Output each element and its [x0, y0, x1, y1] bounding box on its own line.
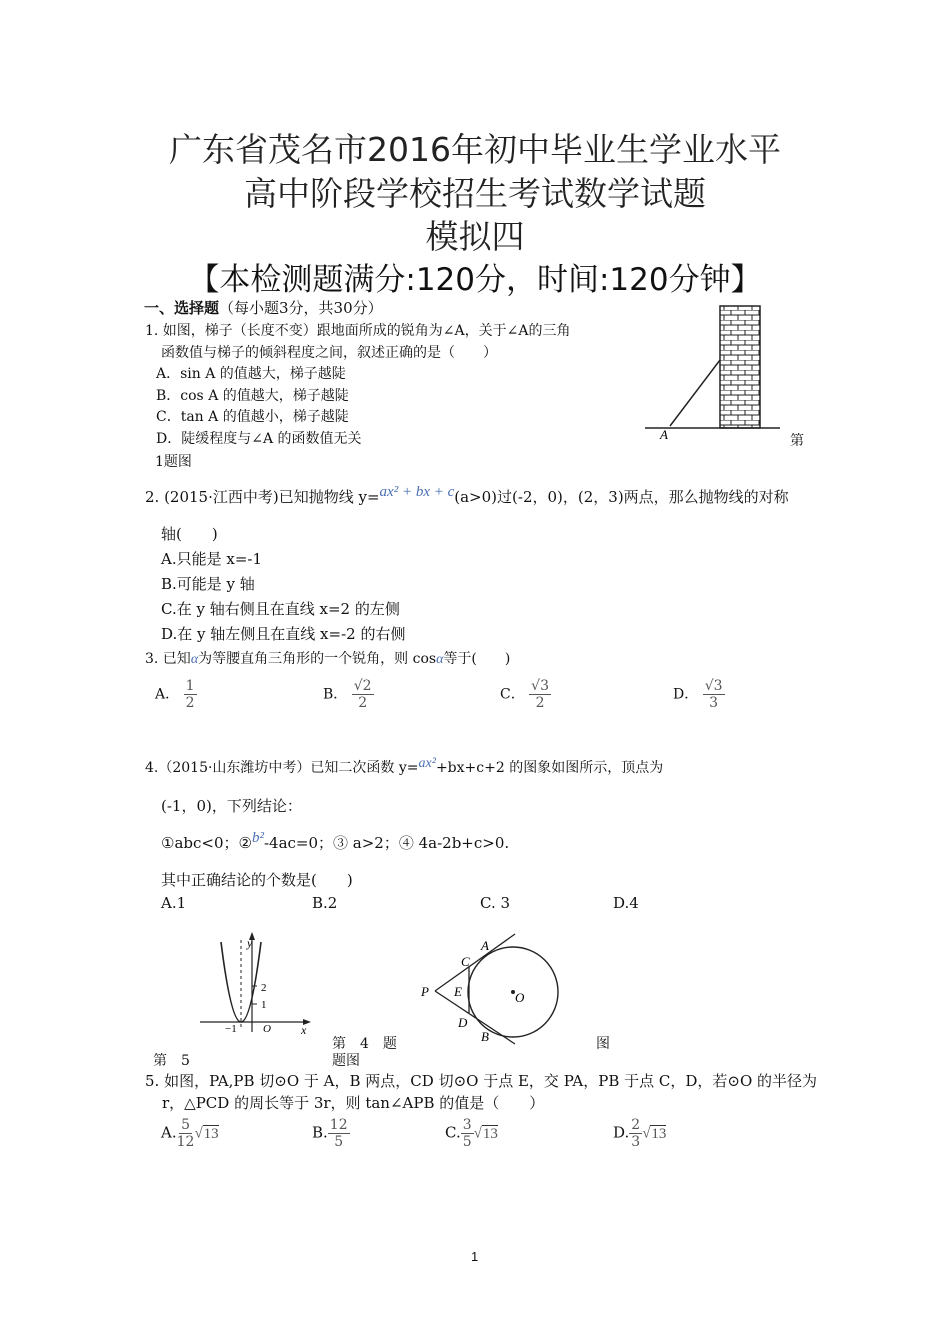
ladder-wall-figure [640, 300, 785, 442]
fig4-caption-tail: 图 [596, 1036, 610, 1052]
q5-option-b-den: 5 [334, 1134, 344, 1150]
q5-option-d [613, 1117, 666, 1150]
q3-option-d [673, 678, 725, 711]
q4-conclusion-formula: b² [251, 830, 264, 846]
parabola-graph [195, 930, 320, 1040]
q5-option-a-sqrt: √13 [194, 1125, 219, 1142]
q4-stem-line1 [145, 757, 663, 777]
q5-option-d-sqrt: √13 [642, 1125, 667, 1142]
q3-option-d-letter: D． [673, 686, 699, 703]
q5-option-a-den: 12 [176, 1134, 195, 1150]
title-line-3: 模拟四 [425, 217, 525, 256]
graph-y-label: y [247, 936, 253, 950]
q4-option-a: A.1 [161, 894, 187, 912]
fig4-caption: 第 4 题 [332, 1036, 397, 1052]
q5-option-b-num: 12 [329, 1117, 348, 1133]
q5-option-d-fraction [629, 1117, 642, 1150]
q5-option-c [445, 1117, 498, 1150]
q3-option-b-fraction [352, 678, 374, 711]
q5-option-b-fraction [328, 1117, 350, 1150]
q4-option-b: B.2 [312, 894, 338, 912]
graph-x-label: x [301, 1023, 307, 1037]
q3-option-c-den: 2 [535, 695, 545, 711]
q3-stem [145, 648, 510, 668]
fig5-label-d: D [458, 1015, 468, 1030]
fig5-label-p: P [421, 984, 429, 999]
q5-option-b [312, 1117, 350, 1150]
q4-stem-line2: (-1，0)，下列结论： [161, 797, 302, 815]
q3-option-a-den: 2 [185, 695, 195, 711]
q4-option-d: D.4 [613, 894, 639, 912]
q1-option-b: B．cos A 的值越大，梯子越陡 [156, 388, 349, 404]
title-line-2: 高中阶段学校招生考试数学试题 [244, 174, 706, 213]
section-heading-label: 一、选择题 [144, 299, 220, 317]
subtitle: 【本检测题满分:120分，时间:120分钟】 [188, 262, 762, 298]
tangent-circle-figure [415, 928, 565, 1048]
q4-stem-prefix: 4.（2015·山东潍坊中考）已知二次函数 y= [145, 760, 419, 776]
graph-tick-2: 2 [261, 982, 267, 994]
q5-option-c-sqrt: √13 [473, 1125, 498, 1142]
q4-stem-suffix: +bx+c+2 的图象如图所示，顶点为 [435, 760, 664, 776]
q4-conclusions [161, 832, 509, 853]
q3-alpha-2: α [436, 652, 444, 667]
q3-stem-middle: 为等腰直角三角形的一个锐角，则 cos [198, 651, 437, 667]
q3-option-b [323, 678, 374, 711]
fig4-caption-line2: 题图 [332, 1053, 360, 1069]
q5-stem-line2: r，△PCD 的周长等于 3r，则 tan∠APB 的值是（ ） [162, 1094, 545, 1112]
graph-tick-neg1: −1 [225, 1023, 237, 1035]
q2-option-d: D.在 y 轴左侧且在直线 x=-2 的右侧 [161, 625, 406, 643]
q5-option-c-letter: C. [445, 1123, 461, 1142]
q3-option-c [500, 678, 551, 711]
section-heading-note: （每小题3分，共30分） [219, 299, 383, 317]
q4-option-c: C. 3 [480, 894, 511, 912]
q2-option-c: C.在 y 轴右侧且在直线 x=2 的左侧 [161, 600, 400, 618]
q5-option-d-letter: D. [613, 1123, 630, 1142]
q1-stem-line1: 1. 如图，梯子（长度不变）跟地面所成的锐角为∠A，关于∠A的三角 [145, 323, 571, 339]
q5-option-c-fraction [461, 1117, 474, 1150]
fig5-label-a: A [481, 938, 489, 953]
q4-conclusion-part2: -4ac=0；③ a>2；④ 4a-2b+c>0. [263, 834, 510, 852]
q2-formula: ax² + bx + c [379, 484, 455, 500]
q3-stem-suffix: 等于( ) [443, 651, 511, 667]
q1-option-a: A．sin A 的值越大，梯子越陡 [156, 366, 346, 382]
q3-option-a-fraction [184, 678, 197, 711]
q5-option-d-den: 3 [631, 1134, 641, 1150]
q3-option-c-fraction [529, 678, 551, 711]
q3-option-d-num: √3 [704, 678, 723, 694]
q5-option-a-letter: A. [161, 1123, 177, 1142]
q4-conclusion-part1: ①abc<0；② [161, 834, 252, 852]
fig5-label-b: B [481, 1029, 489, 1044]
q2-stem-line1 [145, 486, 789, 507]
q3-option-d-fraction [703, 678, 725, 711]
graph-tick-1: 1 [261, 999, 267, 1011]
q5-option-a-fraction [177, 1117, 195, 1150]
q3-option-c-num: √3 [531, 678, 549, 694]
q3-option-b-num: √2 [353, 678, 372, 694]
q5-option-b-letter: B. [312, 1123, 328, 1142]
q5-option-a-rad: 13 [203, 1125, 219, 1142]
q2-stem-line2: 轴( ) [161, 525, 218, 543]
q5-option-d-num: 2 [631, 1117, 641, 1133]
q3-option-b-den: 2 [358, 695, 368, 711]
q5-option-d-rad: 13 [651, 1125, 667, 1142]
q5-option-c-rad: 13 [482, 1125, 498, 1142]
q1-stem-line2: 函数值与梯子的倾斜程度之间，叙述正确的是（ ） [161, 345, 497, 361]
q5-option-c-num: 3 [462, 1117, 472, 1133]
q3-option-a-num: 1 [185, 678, 195, 694]
q2-stem-suffix: (a>0)过(-2，0)，(2，3)两点，那么抛物线的对称 [454, 488, 789, 506]
q3-stem-prefix: 3. 已知 [145, 651, 191, 667]
q5-option-a [161, 1117, 219, 1150]
q4-question: 其中正确结论的个数是( ) [161, 871, 353, 889]
fig1-label-a: A [660, 427, 668, 442]
q3-option-a [155, 678, 197, 711]
q5-option-c-den: 5 [462, 1134, 472, 1150]
q2-stem-prefix: 2. (2015·江西中考)已知抛物线 y= [145, 488, 380, 506]
q1-option-d: D．陡缓程度与∠A 的函数值无关 [156, 431, 362, 447]
fig5-label-c: C [461, 954, 470, 969]
q1-caption-right: 第 [790, 433, 804, 449]
fig5-label-o: O [515, 990, 525, 1005]
q1-caption-left: 1题图 [155, 454, 192, 470]
q3-option-c-letter: C． [500, 686, 525, 703]
q3-alpha-1: α [190, 652, 199, 667]
q3-option-b-letter: B． [323, 686, 348, 703]
q1-option-c: C．tan A 的值越小，梯子越陡 [156, 409, 349, 425]
q5-stem-line1: 5. 如图，PA,PB 切⊙O 于 A，B 两点，CD 切⊙O 于点 E，交 PA，PB 于点 C，D，若⊙O 的半径为 [145, 1072, 818, 1090]
title-line-1: 广东省茂名市2016年初中毕业生学业水平 [169, 130, 781, 169]
q4-formula: ax² [418, 756, 436, 771]
q2-option-a: A.只能是 x=-1 [161, 550, 263, 568]
page-number: 1 [471, 1249, 479, 1264]
fig5-caption: 第 5 [153, 1053, 190, 1069]
graph-origin-label: O [263, 1023, 271, 1035]
q2-option-b: B.可能是 y 轴 [161, 575, 255, 593]
q3-option-a-letter: A． [155, 686, 180, 703]
q3-option-d-den: 3 [709, 695, 719, 711]
section-heading [144, 297, 383, 318]
q5-option-a-num: 5 [181, 1117, 190, 1133]
fig5-label-e: E [454, 984, 462, 999]
